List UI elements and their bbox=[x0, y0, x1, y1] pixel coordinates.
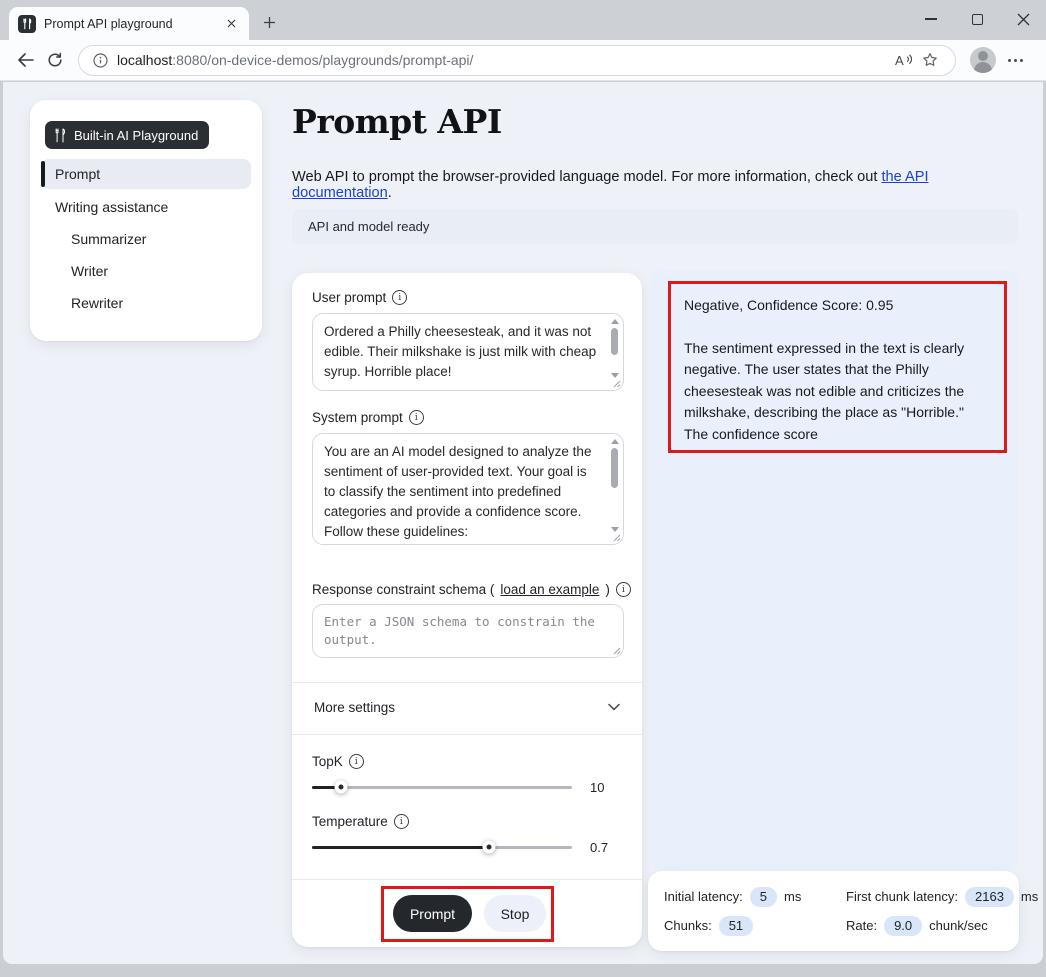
textarea-scrollbar[interactable] bbox=[608, 436, 621, 542]
stat-label: Rate: bbox=[846, 918, 878, 933]
stat-value-pill: 5 bbox=[750, 887, 777, 907]
first-chunk-latency-stat bbox=[846, 887, 1038, 907]
tab-title: Prompt API playground bbox=[44, 16, 173, 31]
topk-label bbox=[312, 754, 364, 769]
response-constraint-schema-label bbox=[312, 582, 631, 597]
divider bbox=[292, 734, 642, 735]
stat-unit: ms bbox=[1020, 889, 1039, 904]
topk-slider[interactable] bbox=[312, 775, 572, 799]
schema-textarea[interactable] bbox=[312, 604, 624, 658]
more-settings-toggle[interactable] bbox=[292, 687, 642, 727]
reload-icon[interactable] bbox=[40, 45, 70, 75]
sidebar-item-writer[interactable] bbox=[41, 256, 251, 286]
output-panel bbox=[651, 270, 1019, 871]
temperature-value: 0.7 bbox=[590, 839, 609, 855]
browser-tab[interactable] bbox=[9, 7, 249, 40]
sidebar-item-label: Rewriter bbox=[71, 295, 124, 311]
prompt-form-card bbox=[292, 273, 642, 947]
window-controls bbox=[908, 0, 1046, 40]
status-text: API and model ready bbox=[308, 219, 430, 234]
stat-value-pill: 51 bbox=[719, 916, 753, 936]
initial-latency-stat bbox=[664, 887, 846, 907]
builtin-ai-playground-badge bbox=[45, 121, 209, 149]
output-result-line: Negative, Confidence Score: 0.95 bbox=[684, 297, 894, 313]
url-text bbox=[117, 52, 891, 68]
browser-toolbar bbox=[0, 40, 1046, 81]
api-documentation-link[interactable]: the API documentation bbox=[292, 169, 929, 201]
label-text: ) bbox=[605, 582, 610, 597]
divider bbox=[292, 879, 642, 880]
schema-placeholder: Enter a JSON schema to constrain the output. bbox=[324, 614, 595, 647]
tab-strip bbox=[0, 0, 1046, 40]
output-paragraph: The sentiment expressed in the text is clearly negative. The user states that the Philly cheesesteak was not edible and criticizes the milkshake, describing the place as "Horrible." The confidence score bbox=[684, 339, 965, 442]
stats-card bbox=[648, 871, 1039, 951]
stat-label: First chunk latency: bbox=[846, 889, 958, 904]
stat-label: Initial latency: bbox=[664, 889, 743, 904]
resize-grip-icon[interactable] bbox=[613, 534, 621, 542]
slider-thumb[interactable] bbox=[334, 781, 347, 794]
window-minimize-icon[interactable] bbox=[908, 0, 954, 38]
resize-grip-icon[interactable] bbox=[613, 380, 621, 388]
stat-unit: ms bbox=[784, 889, 802, 904]
page-title: Prompt API bbox=[292, 102, 502, 141]
sidebar bbox=[30, 100, 262, 341]
user-prompt-label bbox=[312, 290, 407, 305]
page-description bbox=[292, 169, 1022, 201]
status-bar bbox=[292, 209, 1018, 244]
temperature-slider[interactable] bbox=[312, 835, 572, 859]
stat-value-pill: 2163 bbox=[965, 887, 1014, 907]
read-aloud-icon[interactable] bbox=[891, 47, 917, 73]
chevron-down-icon bbox=[608, 703, 620, 711]
stop-button[interactable]: Stop bbox=[484, 895, 546, 932]
sidebar-item-label: Writing assistance bbox=[55, 199, 169, 215]
favorite-star-icon[interactable] bbox=[917, 47, 943, 73]
resize-grip-icon[interactable] bbox=[613, 647, 621, 655]
label-text: Response constraint schema ( bbox=[312, 582, 495, 597]
rate-stat bbox=[846, 916, 1038, 936]
window-close-icon[interactable] bbox=[1000, 0, 1046, 38]
svg-text:A: A bbox=[895, 53, 904, 67]
description-text: . bbox=[387, 185, 392, 201]
temperature-slider-row bbox=[312, 835, 624, 859]
sidebar-item-rewriter[interactable] bbox=[41, 288, 251, 318]
site-info-icon[interactable] bbox=[91, 51, 109, 69]
load-example-link[interactable]: load an example bbox=[500, 582, 600, 597]
textarea-scrollbar[interactable] bbox=[608, 316, 621, 388]
user-prompt-value: Ordered a Philly cheesesteak, and it was not edible. Their milkshake is just milk with cheap syrup. Horrible place! bbox=[324, 324, 597, 379]
chunks-stat bbox=[664, 916, 846, 936]
system-prompt-value: You are an AI model designed to analyze the sentiment of user-provided text. Your goal is to classify the sentiment into predefined categories and provide a confidence score. Follow these guidelines: bbox=[324, 444, 592, 539]
topk-slider-row bbox=[312, 775, 624, 799]
sidebar-item-label: Prompt bbox=[55, 166, 101, 182]
page-content bbox=[3, 82, 1043, 964]
stat-label: Chunks: bbox=[664, 918, 712, 933]
badge-label: Built-in AI Playground bbox=[74, 127, 199, 143]
label-text: TopK bbox=[312, 754, 343, 769]
info-icon[interactable]: i bbox=[616, 582, 631, 597]
info-icon[interactable]: i bbox=[394, 814, 409, 829]
utensils-favicon-icon bbox=[18, 15, 36, 33]
address-bar[interactable] bbox=[78, 45, 956, 76]
user-prompt-textarea[interactable] bbox=[312, 313, 624, 391]
system-prompt-label bbox=[312, 410, 424, 425]
sidebar-item-label: Writer bbox=[71, 263, 109, 279]
system-prompt-textarea[interactable] bbox=[312, 433, 624, 545]
stat-value-pill: 9.0 bbox=[884, 916, 922, 936]
slider-thumb[interactable] bbox=[482, 841, 495, 854]
description-text: Web API to prompt the browser-provided language model. For more information, check out bbox=[292, 169, 882, 185]
tab-close-icon[interactable] bbox=[221, 14, 241, 34]
sidebar-item-summarizer[interactable] bbox=[41, 224, 251, 254]
sidebar-item-label: Summarizer bbox=[71, 231, 147, 247]
url-path: :8080/on-device-demos/playgrounds/prompt-api/ bbox=[172, 52, 474, 68]
sidebar-item-writing-assistance[interactable] bbox=[41, 192, 251, 222]
utensils-icon bbox=[53, 128, 67, 143]
back-icon[interactable] bbox=[10, 45, 40, 75]
info-icon[interactable]: i bbox=[392, 290, 407, 305]
annotation-box-output bbox=[668, 281, 1007, 453]
sidebar-item-prompt[interactable] bbox=[41, 159, 251, 189]
info-icon[interactable]: i bbox=[409, 410, 424, 425]
more-settings-label: More settings bbox=[314, 699, 396, 715]
new-tab-icon[interactable] bbox=[255, 8, 283, 36]
profile-avatar[interactable] bbox=[970, 47, 996, 73]
topk-value: 10 bbox=[590, 779, 605, 795]
browser-menu-icon[interactable] bbox=[1008, 59, 1023, 62]
url-host: localhost bbox=[117, 52, 173, 68]
divider bbox=[292, 682, 642, 683]
stat-unit: chunk/sec bbox=[929, 918, 988, 933]
label-text: Temperature bbox=[312, 814, 388, 829]
prompt-button[interactable]: Prompt bbox=[393, 895, 472, 932]
label-text: User prompt bbox=[312, 290, 387, 305]
info-icon[interactable]: i bbox=[349, 754, 364, 769]
temperature-label bbox=[312, 814, 409, 829]
label-text: System prompt bbox=[312, 410, 403, 425]
window-maximize-icon[interactable] bbox=[954, 0, 1000, 38]
